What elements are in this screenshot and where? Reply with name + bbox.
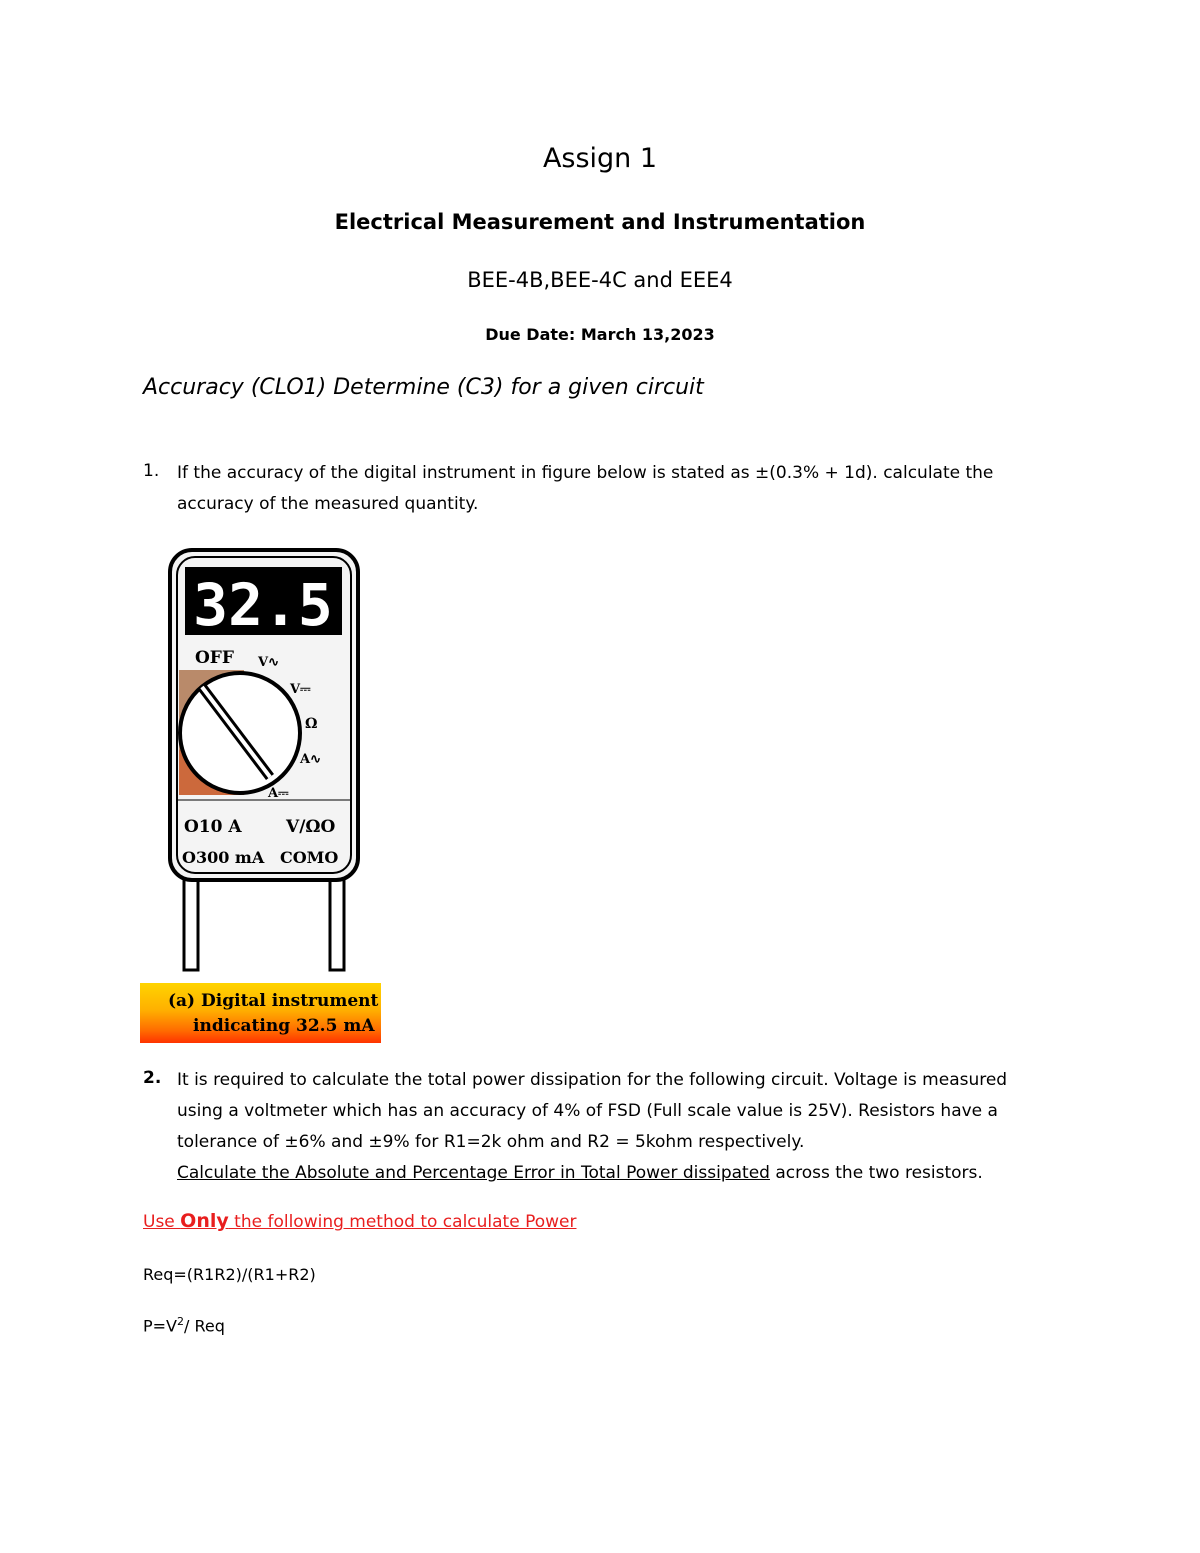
figure-caption-line-2: indicating 32.5 mA [193, 1016, 375, 1036]
formula-power-suffix: / Req [184, 1316, 225, 1336]
terminal-300ma: O300 mA [182, 848, 265, 867]
due-date: Due Date: March 13,2023 [485, 325, 715, 344]
page-title: Assign 1 [542, 143, 658, 174]
method-emphasis: Only [180, 1210, 229, 1232]
label-ohm: Ω [305, 716, 318, 732]
course-title: Electrical Measurement and Instrumentation [334, 210, 866, 234]
figure-caption-line-1: (a) Digital instrument [168, 991, 379, 1011]
question-2-task-end: across the two resistors. [769, 1163, 983, 1183]
label-a-dc: A⎓ [268, 786, 289, 801]
question-2-task: Calculate the Absolute and Percentage Error in Total Power dissipated [177, 1163, 770, 1183]
method-prefix: Use [143, 1212, 181, 1232]
terminal-com: COMO [280, 848, 339, 867]
method-suffix: the following method to calculate Power [228, 1212, 577, 1232]
label-v-ac: V∿ [258, 655, 279, 670]
question-2-text [177, 1065, 1057, 1189]
label-off: OFF [195, 648, 234, 668]
question-1-text: If the accuracy of the digital instrument in figure below is stated as ±(0.3% + 1d). calculate the accuracy of the measured quantity. [177, 463, 994, 514]
question-2-body: It is required to calculate the total power dissipation for the following circuit. Voltage is measured using a voltmeter which has an accuracy of 4% of FSD (Full scale value is 25V). Resistors have a tolerance of ±6% and ±9% for R1=2k ohm and R2 = 5kohm respectively. [177, 1070, 1008, 1152]
formula-power-exponent: 2 [177, 1315, 184, 1328]
label-v-dc: V⎓ [290, 682, 311, 697]
formula-power [143, 1315, 225, 1335]
terminal-v-ohm: V/ΩO [286, 817, 336, 837]
display-value: 32.5 [193, 571, 333, 639]
section-heading: Accuracy (CLO1) Determine (C3) for a given circuit [143, 375, 704, 400]
question-2-number: 2. [143, 1068, 162, 1088]
probe-left [184, 870, 198, 970]
multimeter-figure [140, 545, 385, 1045]
terminal-10a: O10 A [184, 817, 242, 837]
question-1-number: 1. [143, 461, 160, 481]
formula-power-prefix: P=V [143, 1316, 177, 1336]
formula-req: Req=(R1R2)/(R1+R2) [143, 1265, 316, 1284]
label-a-ac: A∿ [300, 752, 321, 767]
probe-right [330, 870, 344, 970]
method-instruction [143, 1210, 577, 1232]
class-list: BEE-4B,BEE-4C and EEE4 [467, 268, 733, 292]
